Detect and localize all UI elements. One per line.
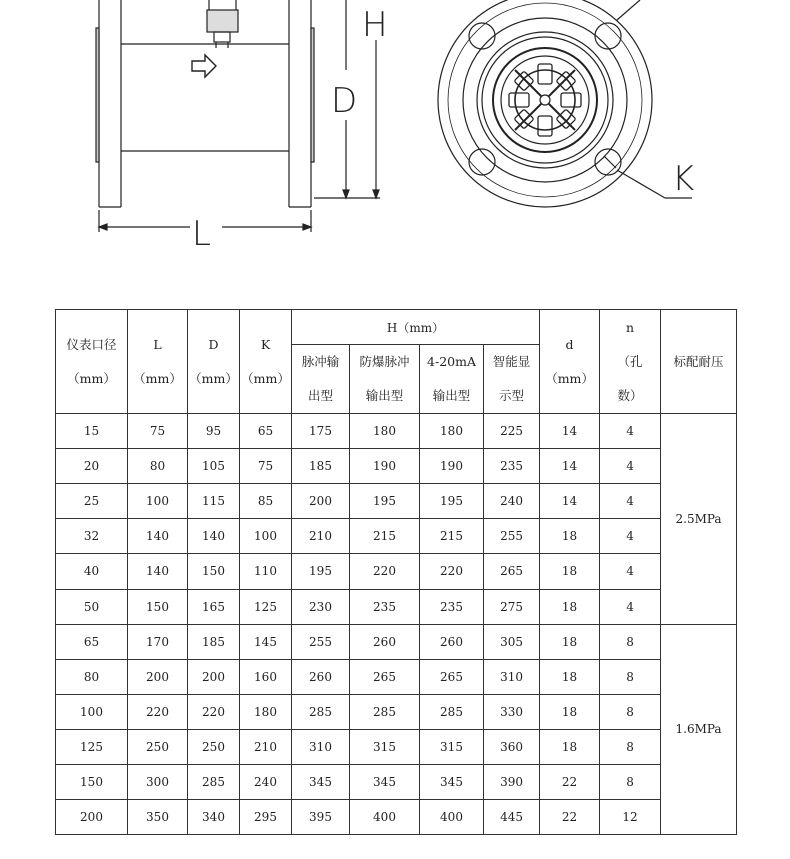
cell-L: 100 — [128, 484, 188, 519]
cell-h-explosion: 345 — [350, 764, 420, 799]
cell-h-explosion: 285 — [350, 694, 420, 729]
cell-h-smart: 310 — [484, 659, 540, 694]
cell-h-pulse: 200 — [292, 484, 350, 519]
cell-n: 4 — [600, 449, 661, 484]
cell-caliber: 15 — [56, 414, 128, 449]
cell-L: 75 — [128, 414, 188, 449]
cell-h-smart: 255 — [484, 519, 540, 554]
cell-L: 300 — [128, 764, 188, 799]
front-view — [438, 0, 695, 207]
header-caliber: 仪表口径 （mm） — [56, 310, 128, 414]
cell-n: 4 — [600, 484, 661, 519]
flowmeter-dimension-drawing — [0, 0, 790, 260]
cell-h-current: 345 — [420, 764, 484, 799]
table-row — [56, 554, 737, 589]
header-n: n （孔 数） — [600, 310, 661, 414]
cell-h-current: 285 — [420, 694, 484, 729]
table-row — [56, 764, 737, 799]
cell-h-pulse: 285 — [292, 694, 350, 729]
cell-h-pulse: 395 — [292, 799, 350, 834]
cell-d: 18 — [540, 554, 600, 589]
cell-h-explosion: 195 — [350, 484, 420, 519]
cell-h-current: 220 — [420, 554, 484, 589]
cell-h-current: 180 — [420, 414, 484, 449]
cell-h-current: 315 — [420, 729, 484, 764]
cell-pressure: 2.5MPa — [661, 414, 737, 624]
cell-h-explosion: 315 — [350, 729, 420, 764]
header-L: L （mm） — [128, 310, 188, 414]
cell-n: 4 — [600, 519, 661, 554]
cell-L: 200 — [128, 659, 188, 694]
cell-L: 350 — [128, 799, 188, 834]
cell-D: 250 — [188, 729, 240, 764]
cell-d: 14 — [540, 484, 600, 519]
cell-h-smart: 360 — [484, 729, 540, 764]
cell-h-smart: 225 — [484, 414, 540, 449]
cell-h-explosion: 400 — [350, 799, 420, 834]
table-row — [56, 729, 737, 764]
cell-h-explosion: 220 — [350, 554, 420, 589]
cell-h-current: 195 — [420, 484, 484, 519]
cell-n: 8 — [600, 729, 661, 764]
cell-h-pulse: 310 — [292, 729, 350, 764]
cell-L: 220 — [128, 694, 188, 729]
cell-h-smart: 445 — [484, 799, 540, 834]
cell-h-explosion: 190 — [350, 449, 420, 484]
cell-K: 75 — [240, 449, 292, 484]
cell-K: 210 — [240, 729, 292, 764]
table-row — [56, 589, 737, 624]
cell-n: 4 — [600, 414, 661, 449]
table-row — [56, 694, 737, 729]
cell-h-smart: 390 — [484, 764, 540, 799]
cell-D: 95 — [188, 414, 240, 449]
cell-h-pulse: 260 — [292, 659, 350, 694]
cell-d: 22 — [540, 799, 600, 834]
cell-h-current: 260 — [420, 624, 484, 659]
cell-caliber: 200 — [56, 799, 128, 834]
cell-D: 200 — [188, 659, 240, 694]
cell-d: 18 — [540, 624, 600, 659]
cell-h-smart: 240 — [484, 484, 540, 519]
label-L: L — [192, 214, 211, 254]
cell-h-explosion: 180 — [350, 414, 420, 449]
cell-n: 4 — [600, 554, 661, 589]
cell-caliber: 40 — [56, 554, 128, 589]
header-h-explosion: 防爆脉冲 输出型 — [350, 345, 420, 414]
cell-D: 185 — [188, 624, 240, 659]
cell-h-explosion: 265 — [350, 659, 420, 694]
cell-h-pulse: 185 — [292, 449, 350, 484]
cell-caliber: 125 — [56, 729, 128, 764]
header-pressure: 标配耐压 — [661, 310, 737, 414]
header-h-pulse: 脉冲输 出型 — [292, 345, 350, 414]
cell-K: 295 — [240, 799, 292, 834]
cell-h-pulse: 345 — [292, 764, 350, 799]
cell-K: 240 — [240, 764, 292, 799]
cell-caliber: 32 — [56, 519, 128, 554]
cell-n: 8 — [600, 659, 661, 694]
cell-D: 140 — [188, 519, 240, 554]
cell-h-explosion: 260 — [350, 624, 420, 659]
cell-K: 65 — [240, 414, 292, 449]
cell-L: 150 — [128, 589, 188, 624]
dimension-spec-table — [55, 309, 737, 835]
cell-L: 250 — [128, 729, 188, 764]
cell-n: 4 — [600, 589, 661, 624]
cell-h-current: 190 — [420, 449, 484, 484]
cell-K: 145 — [240, 624, 292, 659]
cell-d: 14 — [540, 449, 600, 484]
table-row — [56, 449, 737, 484]
cell-K: 180 — [240, 694, 292, 729]
cell-h-explosion: 215 — [350, 519, 420, 554]
cell-caliber: 150 — [56, 764, 128, 799]
cell-K: 160 — [240, 659, 292, 694]
cell-K: 125 — [240, 589, 292, 624]
cell-d: 18 — [540, 589, 600, 624]
cell-D: 285 — [188, 764, 240, 799]
cell-D: 105 — [188, 449, 240, 484]
cell-d: 18 — [540, 694, 600, 729]
cell-h-current: 235 — [420, 589, 484, 624]
table-row — [56, 659, 737, 694]
header-H-group: H（mm） — [292, 310, 540, 345]
table-row — [56, 624, 737, 659]
cell-L: 80 — [128, 449, 188, 484]
table-row — [56, 484, 737, 519]
cell-d: 18 — [540, 729, 600, 764]
cell-h-current: 400 — [420, 799, 484, 834]
cell-D: 220 — [188, 694, 240, 729]
cell-D: 115 — [188, 484, 240, 519]
cell-d: 18 — [540, 519, 600, 554]
header-h-current: 4-20mA 输出型 — [420, 345, 484, 414]
cell-K: 85 — [240, 484, 292, 519]
cell-caliber: 65 — [56, 624, 128, 659]
cell-d: 14 — [540, 414, 600, 449]
cell-caliber: 20 — [56, 449, 128, 484]
header-D: D （mm） — [188, 310, 240, 414]
cell-n: 12 — [600, 799, 661, 834]
cell-h-smart: 305 — [484, 624, 540, 659]
cell-h-explosion: 235 — [350, 589, 420, 624]
cell-K: 100 — [240, 519, 292, 554]
table-row — [56, 414, 737, 449]
cell-h-pulse: 255 — [292, 624, 350, 659]
cell-pressure: 1.6MPa — [661, 624, 737, 834]
cell-K: 110 — [240, 554, 292, 589]
cell-caliber: 50 — [56, 589, 128, 624]
cell-h-smart: 265 — [484, 554, 540, 589]
cell-L: 140 — [128, 554, 188, 589]
label-H: H — [362, 5, 388, 45]
cell-caliber: 25 — [56, 484, 128, 519]
header-row-top — [56, 310, 737, 345]
table-row — [56, 799, 737, 834]
cell-h-pulse: 195 — [292, 554, 350, 589]
cell-h-pulse: 175 — [292, 414, 350, 449]
cell-n: 8 — [600, 694, 661, 729]
table-row — [56, 519, 737, 554]
cell-h-smart: 330 — [484, 694, 540, 729]
cell-L: 140 — [128, 519, 188, 554]
cell-D: 165 — [188, 589, 240, 624]
cell-D: 340 — [188, 799, 240, 834]
cell-n: 8 — [600, 764, 661, 799]
label-K: K — [672, 159, 695, 199]
cell-D: 150 — [188, 554, 240, 589]
header-d: d （mm） — [540, 310, 600, 414]
cell-h-pulse: 230 — [292, 589, 350, 624]
cell-caliber: 100 — [56, 694, 128, 729]
cell-h-pulse: 210 — [292, 519, 350, 554]
cell-caliber: 80 — [56, 659, 128, 694]
cell-h-current: 265 — [420, 659, 484, 694]
cell-h-smart: 275 — [484, 589, 540, 624]
cell-L: 170 — [128, 624, 188, 659]
cell-n: 8 — [600, 624, 661, 659]
cell-d: 22 — [540, 764, 600, 799]
header-K: K （mm） — [240, 310, 292, 414]
cell-h-current: 215 — [420, 519, 484, 554]
header-h-smart: 智能显 示型 — [484, 345, 540, 414]
cell-d: 18 — [540, 659, 600, 694]
cell-h-smart: 235 — [484, 449, 540, 484]
label-D: D — [331, 81, 358, 121]
